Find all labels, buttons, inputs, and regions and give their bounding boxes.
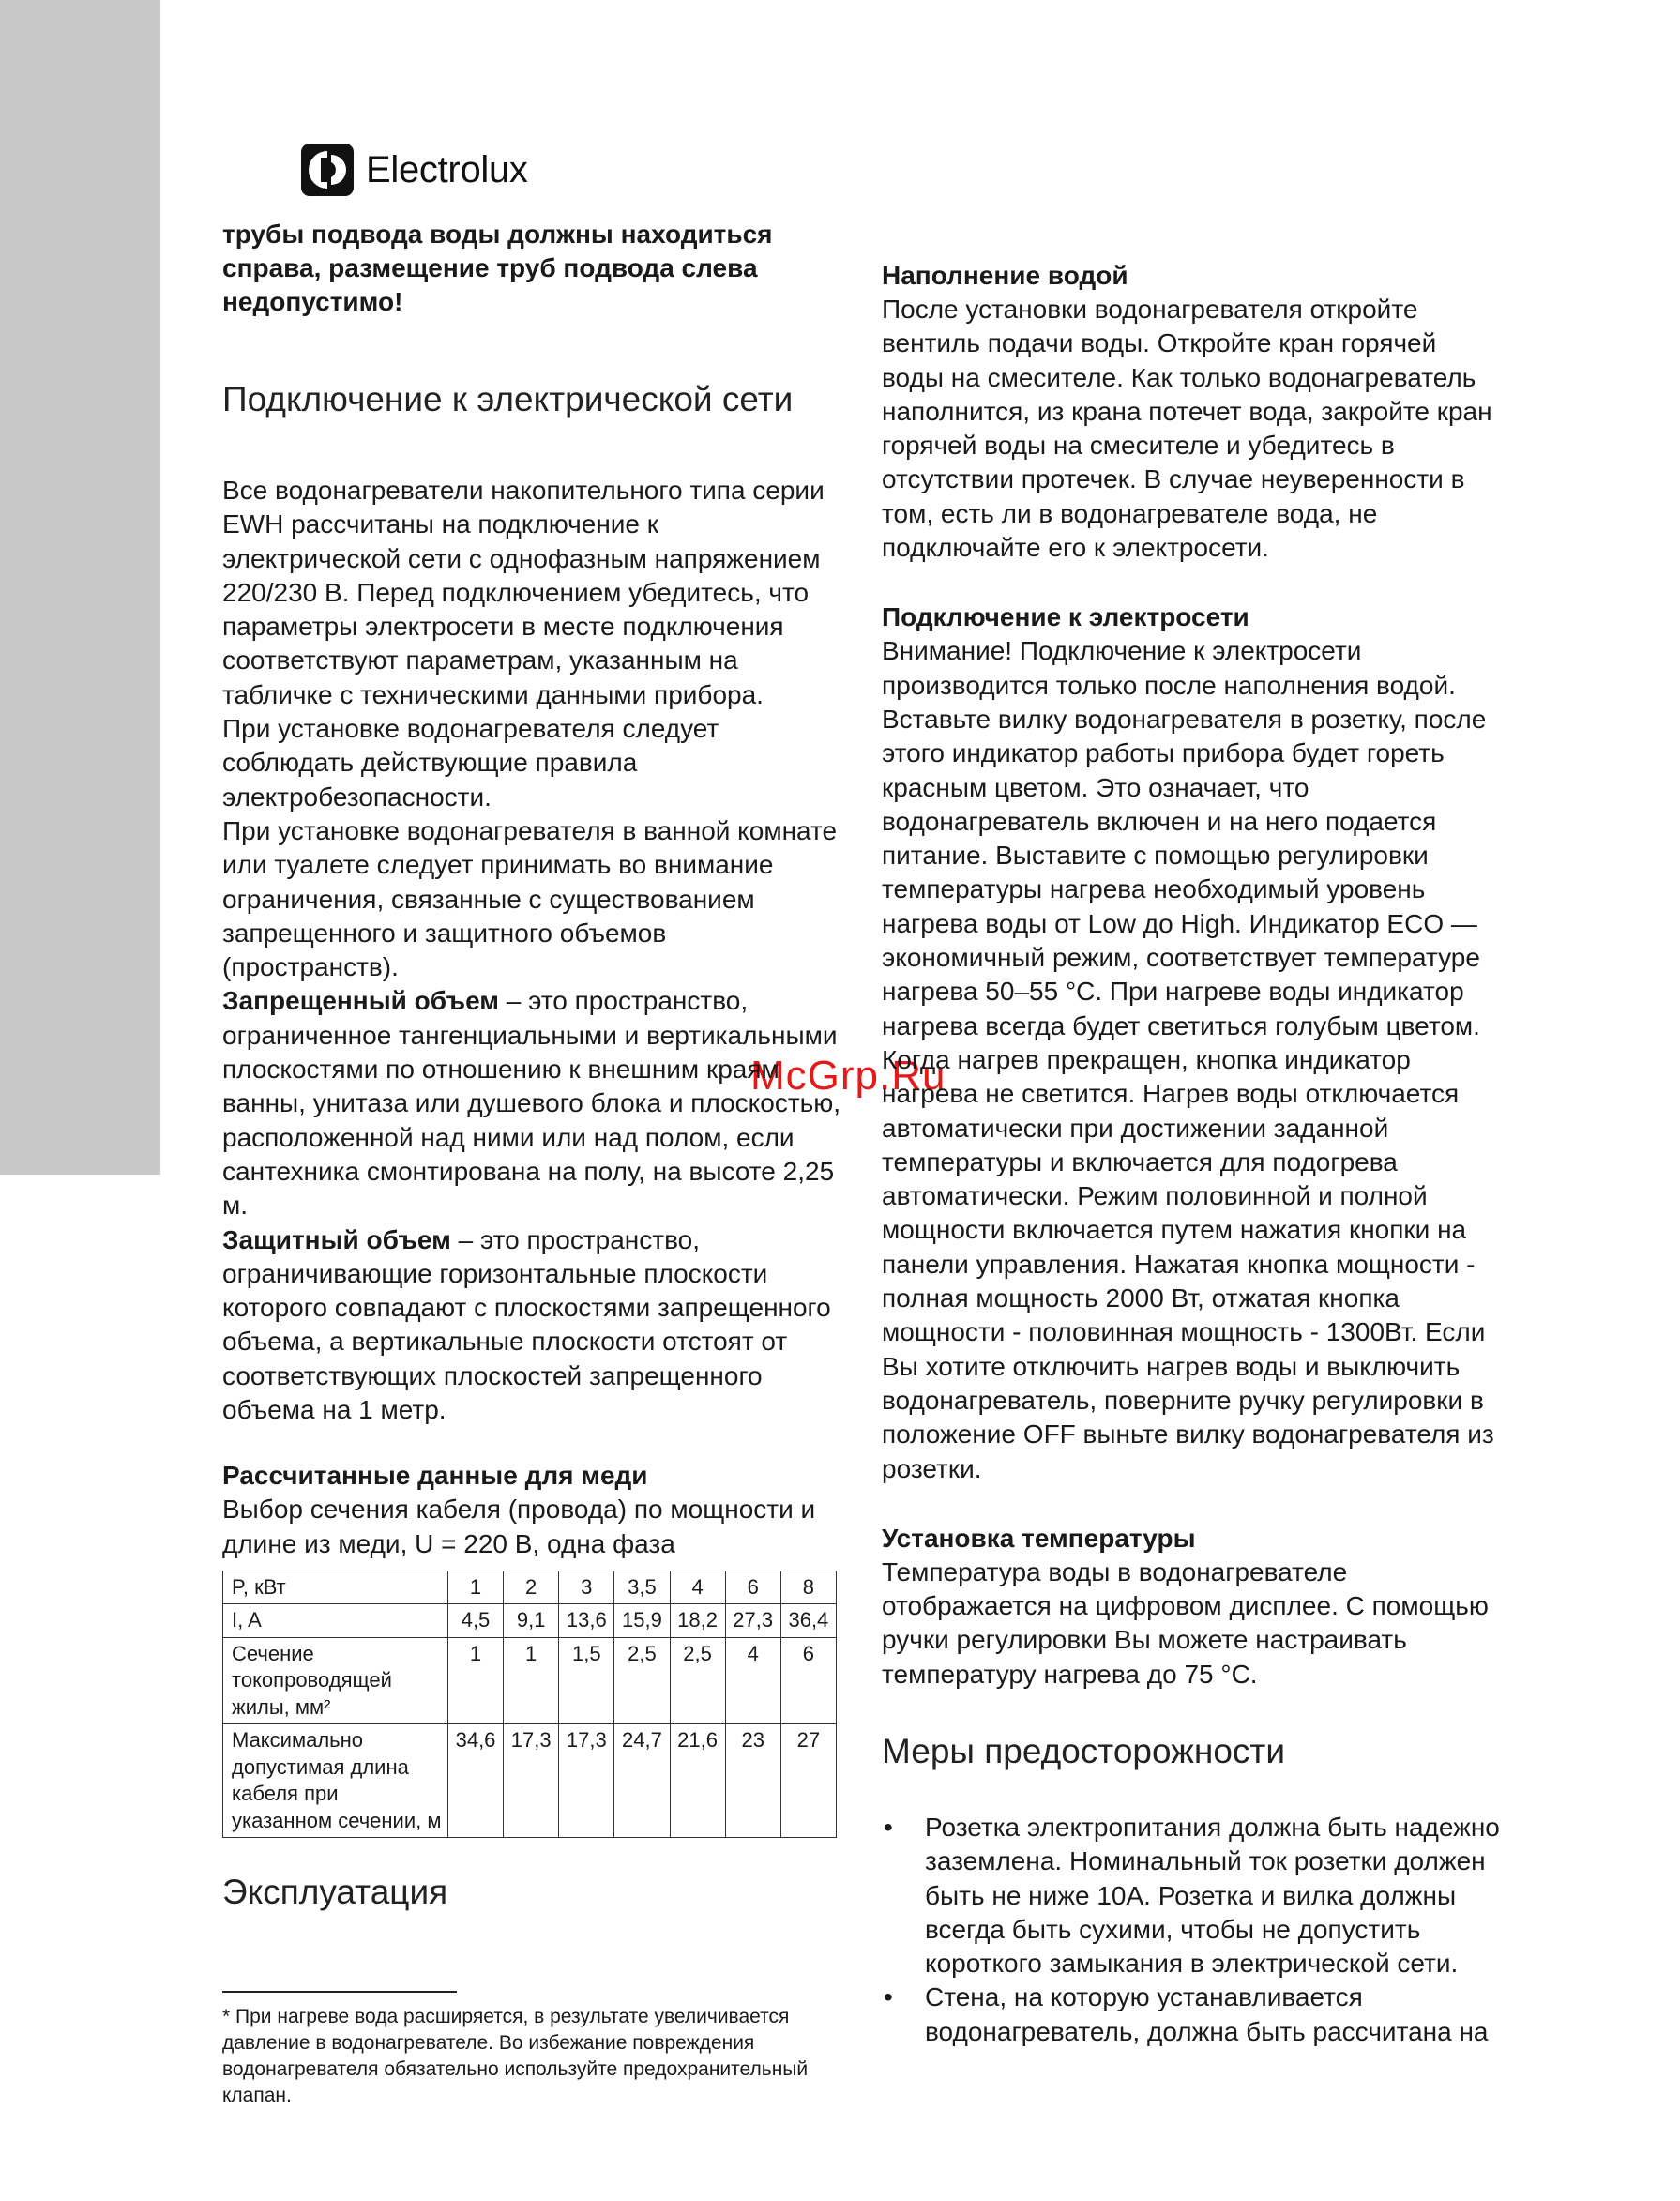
cell: 8 [780,1571,836,1604]
paragraph-forbidden-volume [222,984,841,1222]
cell: 6 [780,1637,836,1724]
cell: 1 [447,1637,503,1724]
cell: 2 [504,1571,559,1604]
temperature-heading: Установка температуры [882,1523,1196,1553]
cell: 4,5 [447,1604,503,1638]
electrolux-logo-icon [300,143,355,197]
cell: 15,9 [614,1604,670,1638]
text-protective: – это пространство, ограничивающие горизонтальные плоскости которого совпадают с плоскостями запрещенного объема, а вертикальные плоскости отстоят от соответствующих плоскостей запрещенного объема на 1 метр. [222,1224,831,1425]
left-column [222,218,841,2109]
table-row [223,1724,837,1838]
list-item-text: Розетка электропитания должна быть надежно заземлена. Номинальный ток розетки должен быть не ниже 10А. Розетка и вилка должны всегда быть сухими, чтобы не допустить короткого замыкания в электрической сети. [925,1812,1500,1979]
cell: 13,6 [559,1604,614,1638]
list-item [882,1811,1501,1981]
cell: 23 [725,1724,780,1838]
cell: 27 [780,1724,836,1838]
cell: 27,3 [725,1604,780,1638]
fill-paragraph: После установки водонагревателя откройте вентиль подачи воды. Откройте кран горячей воды на смесителе. Как только водонагреватель наполнится, из крана потечет вода, закройте кран горячей воды на смесителе и убедитесь в отсутствии протечек. В случае неуверенности в том, есть ли в водонагревателе вода, не подключайте его к электросети. [882,295,1492,563]
copper-heading: Рассчитанные данные для меди [222,1461,648,1491]
brand-name: Electrolux [366,148,528,190]
cell: 4 [670,1571,725,1604]
paragraph-bathroom: При установке водонагревателя в ванной комнате или туалете следует принимать во внимание ограничения, связанные с существованием запрещенного и защитного объемов (пространств). [222,815,838,982]
cell: 9,1 [504,1604,559,1638]
table-row [223,1604,837,1638]
intro-warning: трубы подвода воды должны находиться справа, размещение труб подвода слева недопустимо! [222,220,773,316]
row-label-current: I, A [223,1604,448,1638]
cable-table [222,1571,837,1839]
cell: 2,5 [670,1637,725,1724]
term-protective: Защитный объем [222,1224,451,1254]
cell: 1 [447,1571,503,1604]
row-label-length: Максимально допустимая длина кабеля при указанном сечении, м [223,1724,448,1838]
cell: 24,7 [614,1724,670,1838]
copper-caption: Выбор сечения кабеля (провода) по мощности и длине из меди, U = 220 В, одна фаза [222,1495,816,1558]
precautions-list [882,1811,1501,2049]
power-heading: Подключение к электросети [882,602,1249,632]
cell: 6 [725,1571,780,1604]
text-forbidden: – это пространство, ограниченное тангенциальными и вертикальными плоскостями по отношению к внешним краям ванны, унитаза или душевого блока и плоскостью, расположенной над ними или над полом, если сантехника смонтирована на полу, на высоте 2,25 м. [222,986,841,1221]
footnote-divider [222,1991,457,1993]
cell: 3,5 [614,1571,670,1604]
row-label-power: P, кВт [223,1571,448,1604]
fill-heading: Наполнение водой [882,261,1128,290]
cell: 18,2 [670,1604,725,1638]
right-column [882,259,1501,2049]
paragraph-safety: При установке водонагревателя следует соблюдать действующие правила электробезопасности. [222,714,719,812]
temperature-paragraph: Температура воды в водонагревателе отображается на цифровом дисплее. С помощью ручки регулировки Вы можете настраивать температуру нагрева до 75 °С. [882,1556,1489,1689]
cell: 1,5 [559,1637,614,1724]
row-label-section: Сечение токопроводящей жилы, мм² [223,1637,448,1724]
section-heading-operation: Эксплуатация [222,1873,448,1912]
bullet-icon: • [884,1812,893,1842]
paragraph-series: Все водонагреватели накопительного типа серии EWH рассчитаны на подключение к электрической сети с однофазным напряжением 220/230 В. Перед подключением убедитесь, что параметры электросети в месте подключения соответствуют параметрам, указанным на табличке с техническими данными прибора. [222,476,825,709]
power-paragraph: Внимание! Подключение к электросети производится только после наполнения водой. Вставьте вилку водонагревателя в розетку, после этого индикатор работы прибора будет гореть красным цветом. Это означает, что водонагреватель включен и на него подается питание. Выставите с помощью регулировки температуры нагрева необходимый уровень нагрева воды от Low до High. Индикатор ECO — экономичный режим, соответствует температуре нагрева 50–55 °С. При нагреве воды индикатор нагрева всегда будет светиться голубым цветом. Когда нагрев прекращен, кнопка индикатор нагрева не светится. Нагрев воды отключается автоматически при достижении заданной температуры и включается для подогрева автоматически. Режим половинной и полной мощности включается путем нажатия кнопки на панели управления. Нажатая кнопка мощности - полная мощность 2000 Вт, отжатая кнопка мощности - половинная мощность - 1300Вт. Если Вы хотите отключить нагрев воды и выключить водонагреватель, поверните ручку регулировки в положение OFF выньте вилку водонагревателя из розетки. [882,636,1494,1483]
watermark: McGrp.Ru [750,1053,946,1099]
cell: 36,4 [780,1604,836,1638]
bullet-icon: • [884,1982,893,2012]
cell: 17,3 [504,1724,559,1838]
side-color-band [0,0,160,1175]
list-item [882,1981,1501,2049]
cell: 2,5 [614,1637,670,1724]
cell: 17,3 [559,1724,614,1838]
footnote: * При нагреве вода расширяется, в результате увеличивается давление в водонагревателе. Во избежание повреждения водонагревателя обязательно используйте предохранительный клапан. [222,2006,809,2107]
table-row [223,1637,837,1724]
cell: 4 [725,1637,780,1724]
section-heading-electrical: Подключение к электрической сети [222,380,794,418]
section-heading-precautions: Меры предосторожности [882,1731,1286,1770]
table-row [223,1571,837,1604]
brand-logo [300,143,528,197]
term-forbidden: Запрещенный объем [222,986,499,1016]
cell: 3 [559,1571,614,1604]
paragraph-protective-volume [222,1223,841,1428]
cell: 21,6 [670,1724,725,1838]
cell: 34,6 [447,1724,503,1838]
list-item-text: Стена, на которую устанавливается водонагреватель, должна быть рассчитана на [925,1982,1489,2046]
cell: 1 [504,1637,559,1724]
